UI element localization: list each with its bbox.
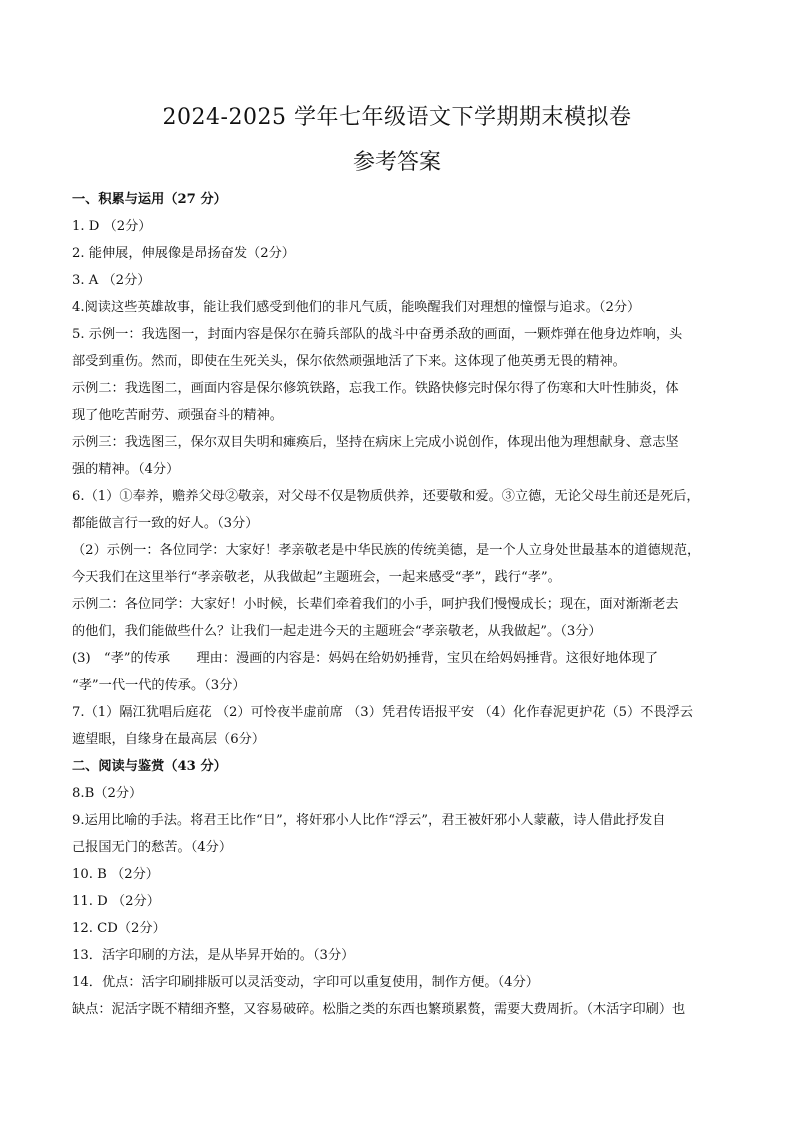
answer-line: 示例三：我选图三，保尔双目失明和瘫痪后，坚持在病床上完成小说创作，体现出他为理想献身、意志坚 (72, 435, 679, 450)
answer-line: （2）示例一：各位同学：大家好！孝亲敬老是中华民族的传统美德，是一个人立身处世最基本的道德规范， (72, 543, 701, 558)
answer-line: 8.B（2分） (72, 786, 143, 801)
answer-line: 强的精神。（4分） (72, 462, 180, 477)
answer-line: 2. 能伸展，伸展像是昂扬奋发（2分） (72, 246, 295, 261)
answer-content (72, 186, 724, 1023)
answer-line: 都能做言行一致的好人。（3分） (72, 516, 259, 531)
answer-line: 今天我们在这里举行“孝亲敬老，从我做起”主题班会，一起来感受“孝”，践行“孝”。 (72, 570, 561, 585)
page-subtitle: 参考答案 (352, 150, 441, 175)
answer-line: 示例二：各位同学：大家好！小时候，长辈们牵着我们的小手，呵护我们慢慢成长；现在，面对渐渐老去 (72, 597, 679, 612)
section-heading: 一、积累与运用（27 分） (72, 192, 227, 207)
answer-line: “孝”一代一代的传承。（3分） (72, 678, 246, 693)
answer-line: 13．活字印刷的方法，是从毕昇开始的。（3分） (72, 948, 355, 963)
answer-line: (3) “孝”的传承 理由：漫画的内容是：妈妈在给奶奶捶背，宝贝在给妈妈捶背。这很好地体现了 (72, 651, 659, 666)
answer-line: 部受到重伤。然而，即使在生死关头，保尔依然顽强地活了下来。这体现了他英勇无畏的精神。 (72, 354, 626, 369)
answer-line: 遮望眼，自缘身在最高层（6分） (72, 732, 266, 747)
page-title: 2024-2025 学年七年级语文下学期期末模拟卷 (162, 105, 632, 130)
section-heading: 二、阅读与鉴赏（43 分） (72, 759, 227, 774)
answer-line: 缺点：泥活字既不精细齐整，又容易破碎。松脂之类的东西也繁琐累赘，需要大费周折。（木活字印刷）也 (72, 1002, 686, 1017)
answer-line: 4.阅读这些英雄故事，能让我们感受到他们的非凡气质，能唤醒我们对理想的憧憬与追求。（2分） (72, 300, 641, 315)
answer-line: 1. D （2分） (72, 219, 152, 234)
answer-line: 5. 示例一：我选图一，封面内容是保尔在骑兵部队的战斗中奋勇杀敌的画面，一颗炸弹在他身边炸响，头 (72, 327, 683, 342)
answer-line: 己报国无门的愁苦。（4分） (72, 840, 233, 855)
answer-line: 9.运用比喻的手法。将君王比作“日”，将奸邪小人比作“浮云”，君王被奸邪小人蒙蔽，诗人借此抒发自 (72, 813, 666, 828)
answer-line: 7.（1）隔江犹唱后庭花 （2）可怜夜半虚前席 （3）凭君传语报平安 （4）化作春泥更护花（5）不畏浮云 (72, 705, 693, 720)
answer-line: 10. B （2分） (72, 867, 159, 882)
answer-line: 示例二：我选图二，画面内容是保尔修筑铁路，忘我工作。铁路快修完时保尔得了伤寒和大叶性肺炎，体 (72, 381, 679, 396)
answer-line: 现了他吃苦耐劳、顽强奋斗的精神。 (72, 408, 283, 423)
answer-line: 14．优点：活字印刷排版可以灵活变动，字印可以重复使用，制作方便。（4分） (72, 975, 539, 990)
answer-line: 6.（1）①奉养，赡养父母②敬亲，对父母不仅是物质供养，还要敬和爱。③立德，无论父母生前还是死后， (72, 489, 700, 504)
answer-line: 的他们，我们能做些什么？让我们一起走进今天的主题班会“孝亲敬老，从我做起”。（3分） (72, 624, 602, 639)
answer-line: 11. D （2分） (72, 894, 160, 909)
answer-line: 12. CD（2分） (72, 921, 166, 936)
answer-line: 3. A （2分） (72, 273, 151, 288)
